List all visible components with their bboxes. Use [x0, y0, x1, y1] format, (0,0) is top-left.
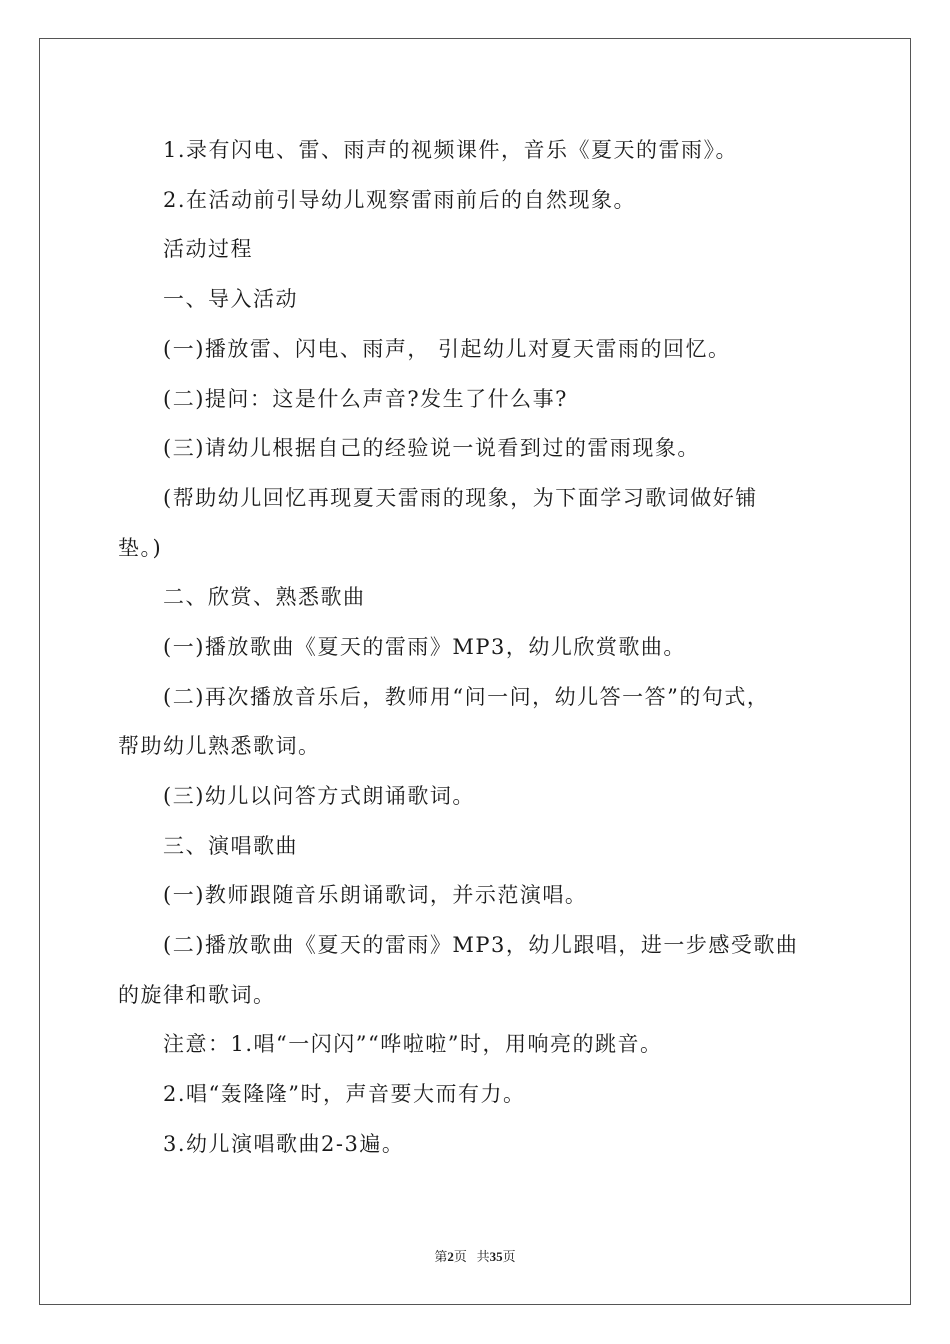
text-line: 注意：1.唱“一闪闪”“哗啦啦”时，用响亮的跳音。	[163, 1032, 663, 1056]
section-heading: 一、导入活动	[163, 287, 298, 311]
text-line: 垫。)	[118, 536, 163, 560]
text-line: 帮助幼儿熟悉歌词。	[118, 734, 321, 758]
section-heading: 活动过程	[163, 237, 253, 261]
text-line: 2.唱“轰隆隆”时，声音要大而有力。	[163, 1082, 526, 1106]
text-line: 2.在活动前引导幼儿观察雷雨前后的自然现象。	[163, 188, 637, 212]
text-line: (一)播放歌曲《夏天的雷雨》MP3，幼儿欣赏歌曲。	[163, 635, 686, 659]
text-line: (二)提问：这是什么声音?发生了什么事?	[163, 387, 568, 411]
footer-prefix: 第	[434, 1249, 448, 1264]
section-heading: 二、欣赏、熟悉歌曲	[163, 585, 366, 609]
text-line: (帮助幼儿回忆再现夏天雷雨的现象，为下面学习歌词做好铺	[163, 486, 758, 510]
text-line: 的旋律和歌词。	[118, 983, 276, 1007]
page-number: 2	[447, 1249, 454, 1264]
text-line: (一)教师跟随音乐朗诵歌词，并示范演唱。	[163, 883, 588, 907]
page-total: 35	[489, 1249, 503, 1264]
text-line: (二)再次播放音乐后，教师用“问一问，幼儿答一答”的句式，	[163, 685, 770, 709]
section-heading: 三、演唱歌曲	[163, 834, 298, 858]
footer-total-prefix: 共	[476, 1249, 490, 1264]
text-line: (三)请幼儿根据自己的经验说一说看到过的雷雨现象。	[163, 436, 700, 460]
text-line: (三)幼儿以问答方式朗诵歌词。	[163, 784, 475, 808]
page-footer	[0, 1248, 950, 1266]
text-line: (一)播放雷、闪电、雨声， 引起幼儿对夏天雷雨的回忆。	[163, 337, 731, 361]
footer-page-suffix: 页	[453, 1249, 467, 1264]
footer-total-suffix: 页	[502, 1249, 516, 1264]
text-line: 3.幼儿演唱歌曲2-3遍。	[163, 1132, 405, 1156]
text-line: 1.录有闪电、雷、雨声的视频课件，音乐《夏天的雷雨》。	[163, 138, 739, 162]
text-line: (二)播放歌曲《夏天的雷雨》MP3，幼儿跟唱，进一步感受歌曲	[163, 933, 799, 957]
